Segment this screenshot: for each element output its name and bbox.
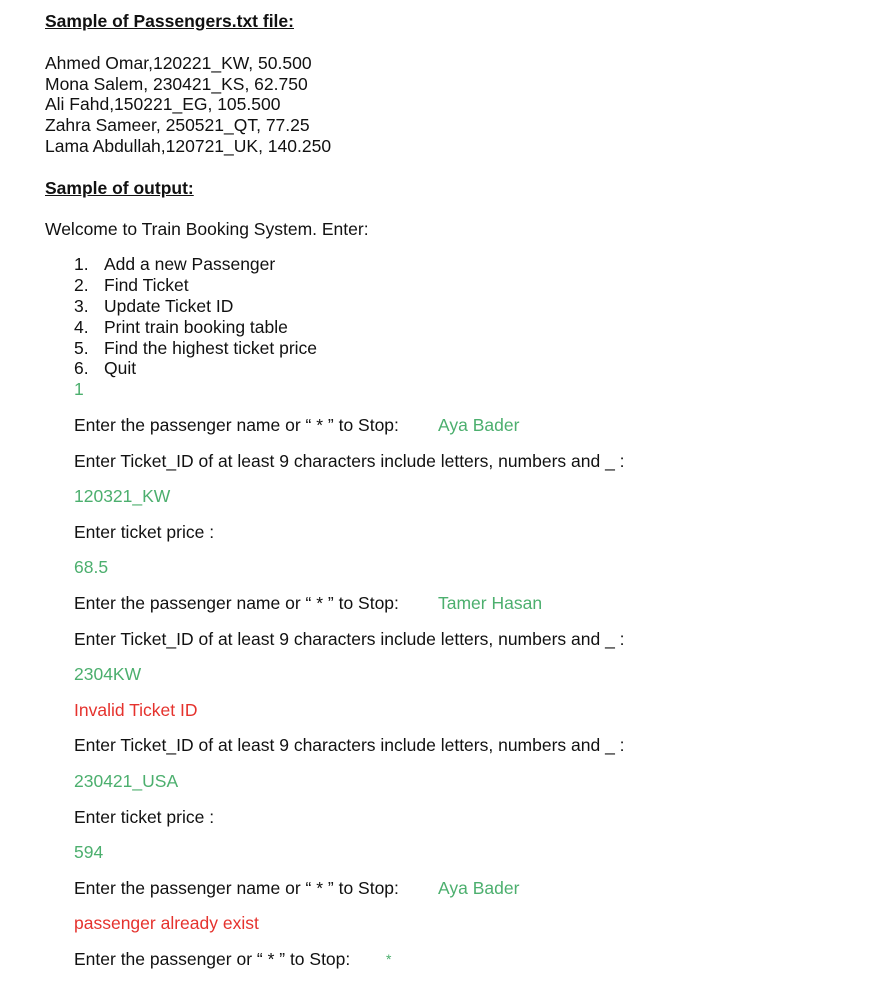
sample-output-heading: Sample of output:	[45, 178, 194, 198]
error-message: Invalid Ticket ID	[74, 700, 198, 720]
menu-item-number: 3.	[74, 296, 89, 316]
sample-file-line: Ahmed Omar,120221_KW, 50.500	[45, 53, 312, 73]
menu-item-number: 4.	[74, 317, 89, 337]
sample-file-line: Zahra Sameer, 250521_QT, 77.25	[45, 115, 310, 135]
name-prompt: Enter the passenger name or “ * ” to Stop:	[74, 878, 399, 898]
sample-file-line: Lama Abdullah,120721_UK, 140.250	[45, 136, 332, 156]
menu-item-label: Print train booking table	[104, 317, 288, 337]
menu-item-label: Add a new Passenger	[104, 254, 276, 274]
ticket-prompt: Enter Ticket_ID of at least 9 characters include letters, numbers and _ :	[74, 735, 625, 755]
price-input: 594	[74, 842, 104, 862]
menu-item-label: Update Ticket ID	[104, 296, 234, 316]
menu-item	[74, 296, 233, 317]
sample-file-line: Mona Salem, 230421_KS, 62.750	[45, 74, 308, 94]
price-prompt: Enter ticket price :	[74, 807, 215, 827]
ticket-input: 2304KW	[74, 664, 142, 684]
ticket-input: 230421_USA	[74, 771, 179, 791]
welcome-text: Welcome to Train Booking System. Enter:	[45, 219, 369, 239]
menu-item	[74, 275, 189, 296]
menu-item-number: 2.	[74, 275, 89, 295]
name-input: Aya Bader	[438, 878, 520, 898]
name-prompt: Enter the passenger name or “ * ” to Stop:	[74, 593, 399, 613]
ticket-input: 120321_KW	[74, 486, 171, 506]
name-prompt: Enter the passenger or “ * ” to Stop:	[74, 949, 351, 969]
menu-item-number: 6.	[74, 358, 89, 378]
price-prompt: Enter ticket price :	[74, 522, 215, 542]
menu-item	[74, 254, 275, 275]
menu-item-number: 5.	[74, 338, 89, 358]
menu-item	[74, 338, 317, 359]
ticket-prompt: Enter Ticket_ID of at least 9 characters include letters, numbers and _ :	[74, 451, 625, 471]
menu-item-label: Find Ticket	[104, 275, 189, 295]
menu-item-label: Find the highest ticket price	[104, 338, 318, 358]
sample-file-line: Ali Fahd,150221_EG, 105.500	[45, 94, 281, 114]
ticket-prompt: Enter Ticket_ID of at least 9 characters include letters, numbers and _ :	[74, 629, 625, 649]
menu-item	[74, 358, 136, 379]
menu-item-label: Quit	[104, 358, 137, 378]
menu-item	[74, 317, 288, 338]
stop-input: *	[386, 951, 392, 967]
sample-file-heading: Sample of Passengers.txt file:	[45, 11, 294, 31]
menu-choice-input: 1	[74, 379, 84, 399]
name-input: Tamer Hasan	[438, 593, 543, 613]
menu-item-number: 1.	[74, 254, 89, 274]
price-input: 68.5	[74, 557, 109, 577]
name-input: Aya Bader	[438, 415, 520, 435]
name-prompt: Enter the passenger name or “ * ” to Stop:	[74, 415, 399, 435]
error-message: passenger already exist	[74, 913, 259, 933]
